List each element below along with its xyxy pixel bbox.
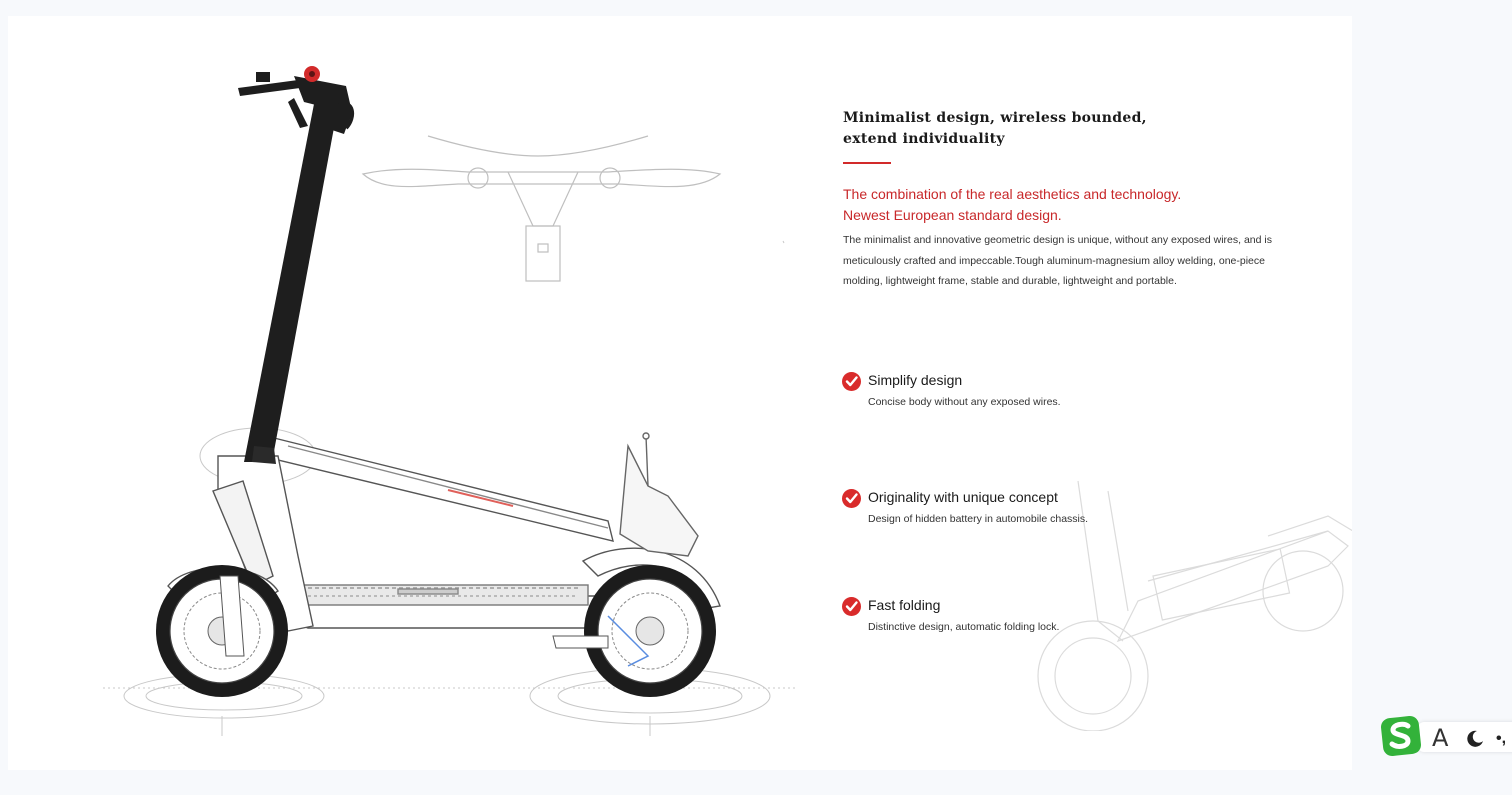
feature-desc: Design of hidden battery in automobile chassis. (868, 513, 1089, 525)
headline (843, 108, 1147, 150)
moon-icon[interactable] (1465, 729, 1485, 747)
check-icon (842, 372, 861, 391)
subheadline-line-1: The combination of the real aesthetics and technology. (843, 186, 1182, 202)
headline-line-2: extend individuality (843, 131, 1005, 147)
more-button[interactable]: •, (1496, 730, 1507, 747)
handlebar-sketch (358, 126, 728, 296)
feature-title: Originality with unique concept (868, 489, 1058, 505)
product-detail-panel (8, 16, 1352, 770)
font-mode-button[interactable]: A (1432, 724, 1449, 752)
check-icon (842, 489, 861, 508)
feature-title: Simplify design (868, 372, 963, 388)
description-text: The minimalist and innovative geometric design is unique, without any exposed wires, and is meticulously crafted and impeccable.Tough aluminum-magnesium alloy welding, one-piece molding, lightweight frame, stable and durable, lightweight and portable. (843, 234, 1272, 287)
feature-desc: Distinctive design, automatic folding lock. (868, 621, 1060, 633)
red-divider (843, 162, 891, 164)
ime-toolbar[interactable] (1380, 715, 1512, 757)
ime-toolbar-pill[interactable] (1418, 722, 1512, 752)
feature-title: Fast folding (868, 597, 941, 613)
subheadline (843, 184, 1181, 226)
subheadline-line-2: Newest European standard design. (843, 207, 1062, 223)
headline-line-1: Minimalist design, wireless bounded, (843, 110, 1147, 126)
feature-desc: Concise body without any exposed wires. (868, 396, 1061, 408)
check-icon (842, 597, 861, 616)
background-scooter-image (1018, 471, 1352, 731)
sogou-logo-icon[interactable] (1380, 715, 1424, 757)
